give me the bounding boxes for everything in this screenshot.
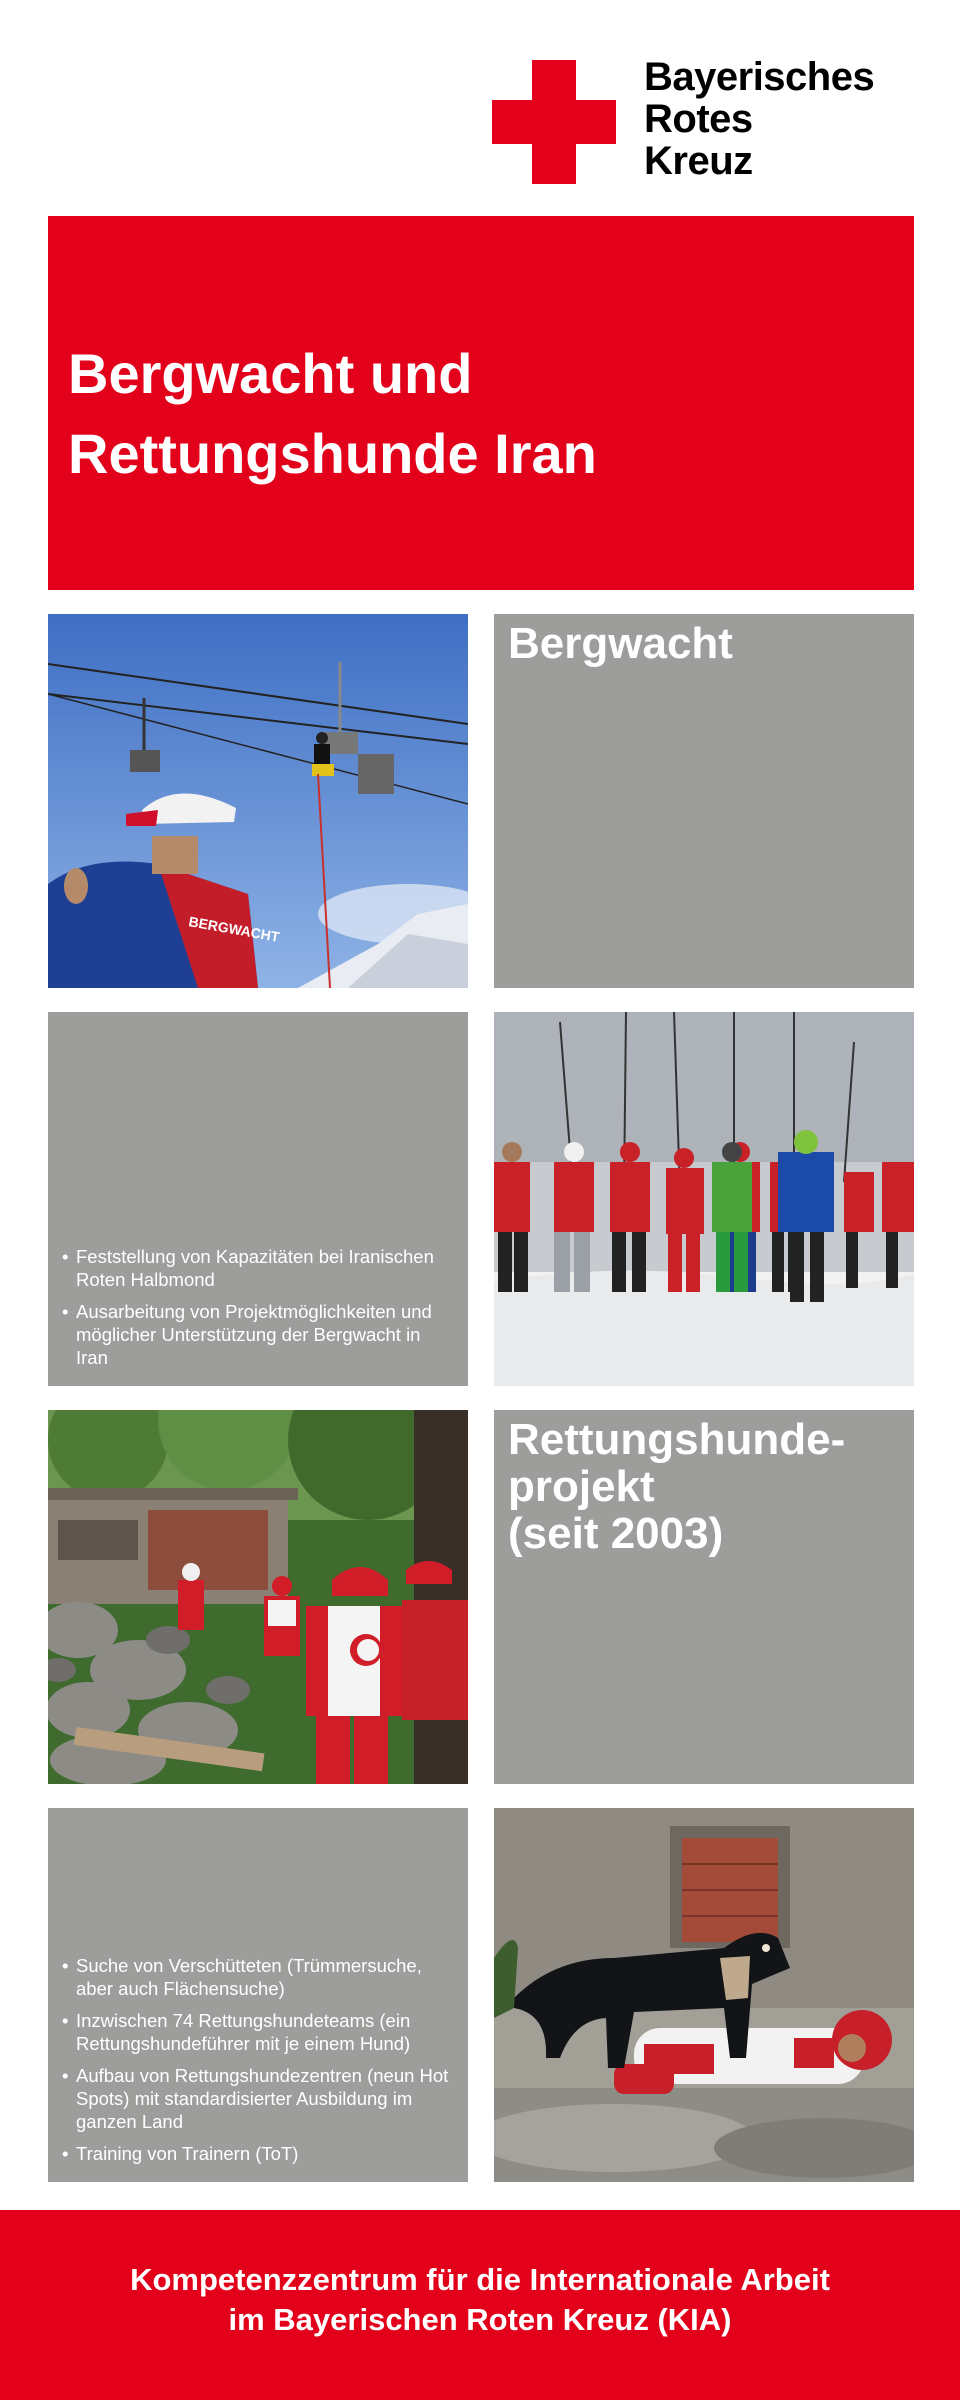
page-title-line-2: Rettungshunde Iran <box>68 422 597 485</box>
photo-rubble-search-team <box>48 1410 468 1784</box>
title-banner <box>48 216 914 590</box>
bergwacht-bullets-panel <box>48 1012 468 1386</box>
footer-text <box>0 2260 960 2340</box>
bergwacht-heading-panel <box>494 614 914 988</box>
page-title <box>68 334 597 494</box>
bergwacht-bullet-list <box>62 1245 454 1378</box>
rettungshunde-heading-panel <box>494 1410 914 1784</box>
photo-rescue-dog-victim <box>494 1808 914 2182</box>
photo-avalanche-probe-line <box>494 1012 914 1386</box>
footer-line-2: im Bayerischen Roten Kreuz (KIA) <box>228 2302 732 2337</box>
section-heading-rettungshunde-line-2: projekt <box>508 1462 655 1511</box>
section-heading-rettungshunde-line-1: Rettungshunde- <box>508 1415 846 1464</box>
footer-banner <box>0 2210 960 2400</box>
list-item: • Training von Trainern (ToT) <box>62 2142 454 2165</box>
brk-logo <box>492 56 922 186</box>
section-heading-bergwacht <box>508 620 733 667</box>
list-item: • Ausarbeitung von Projektmöglichkeiten und möglicher Unterstützung der Bergwacht in Iran <box>62 1300 454 1369</box>
list-item: • Aufbau von Rettungshundezentren (neun Hot Spots) mit standardisierter Ausbildung im ganzen Land <box>62 2064 454 2133</box>
section-heading-rettungshunde-line-3: (seit 2003) <box>508 1509 724 1558</box>
footer-line-1: Kompetenzzentrum für die Internationale Arbeit <box>130 2262 830 2297</box>
logo-line-1: Bayerisches <box>644 55 875 99</box>
logo-wordmark <box>644 56 874 182</box>
rettungshunde-bullets-panel <box>48 1808 468 2182</box>
svg-text:BERGWACHT: BERGWACHT <box>187 913 281 945</box>
list-item: • Suche von Verschütteten (Trümmersuche, aber auch Flächensuche) <box>62 1954 454 2000</box>
logo-line-3: Kreuz <box>644 139 753 183</box>
photo-cable-car-rescue <box>48 614 468 988</box>
list-item: • Feststellung von Kapazitäten bei Iranischen Roten Halbmond <box>62 1245 454 1291</box>
rettungshunde-bullet-list <box>62 1954 454 2174</box>
list-item: • Inzwischen 74 Rettungshundeteams (ein Rettungshundeführer mit je einem Hund) <box>62 2009 454 2055</box>
red-cross-icon <box>492 60 616 184</box>
logo-line-2: Rotes <box>644 97 753 141</box>
page-title-line-1: Bergwacht und <box>68 342 473 405</box>
section-heading-rettungshunde <box>508 1416 845 1557</box>
section-heading-bergwacht-line-1: Bergwacht <box>508 619 733 668</box>
